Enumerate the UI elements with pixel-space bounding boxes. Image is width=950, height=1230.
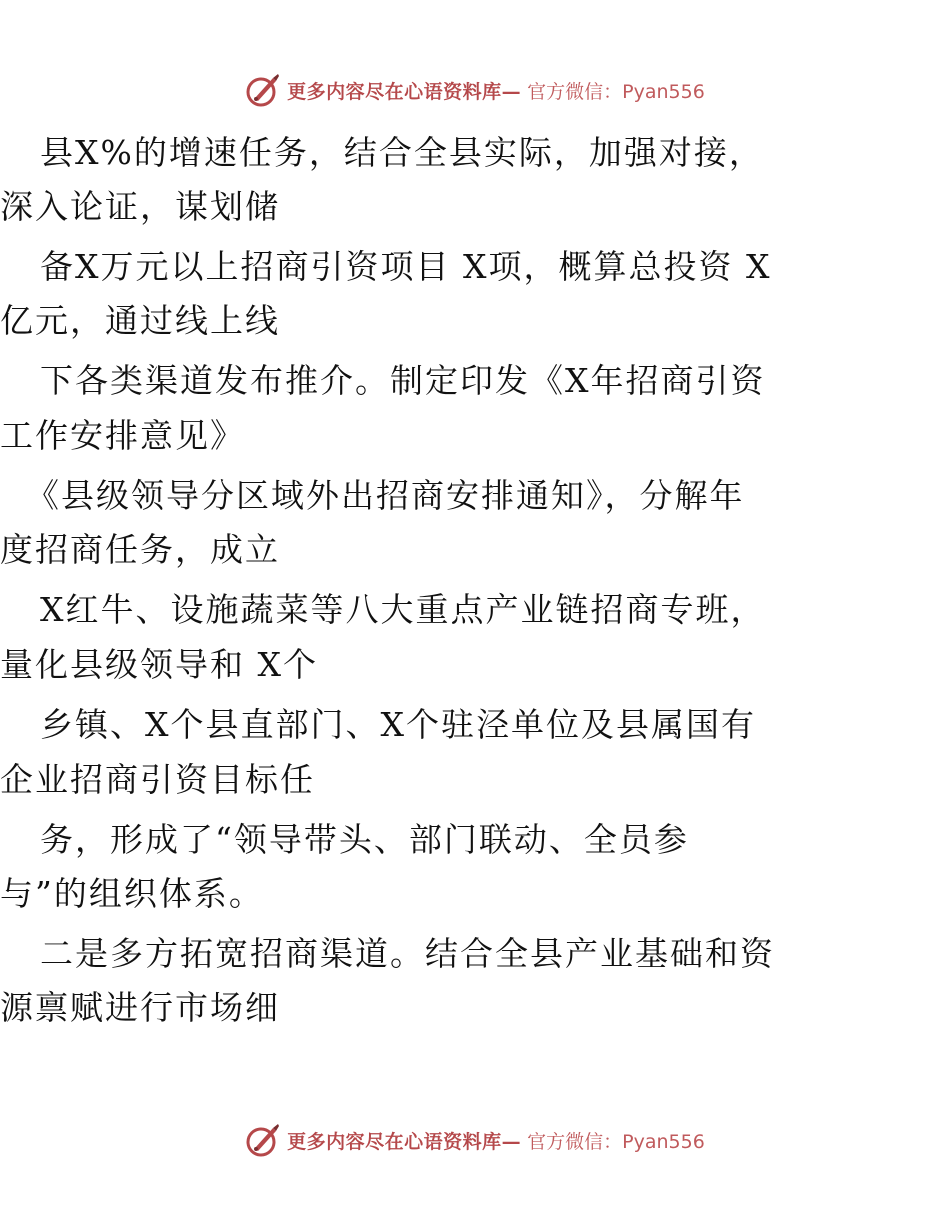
text-line: 备X万元以上招商引资项目 X项，概算总投资 X (40, 247, 772, 286)
watermark-wechat: 官方微信：Pyan556 (527, 80, 705, 103)
footer-watermark (0, 1120, 950, 1160)
text-line: 《县级领导分区域外出招商安排通知》，分解年 (26, 476, 745, 515)
text-line: 工作安排意见》 (0, 416, 245, 455)
text-line: 量化县级领导和 X个 (0, 645, 318, 684)
text-line: 乡镇、X个县直部门、X个驻泾单位及县属国有 (40, 705, 756, 744)
header-watermark (0, 70, 950, 110)
text-line: 与”的组织体系。 (0, 874, 264, 913)
text-line: 务，形成了“领导带头、部门联动、全员参 (40, 820, 689, 859)
text-line: 企业招商引资目标任 (0, 760, 315, 799)
quill-pen-logo-icon (245, 72, 281, 108)
quill-pen-logo-icon (245, 1122, 281, 1158)
text-line: 深入论证，谋划储 (0, 187, 280, 226)
text-line: 亿元，通过线上线 (0, 301, 280, 340)
text-line: X红牛、设施蔬菜等八大重点产业链招商专班， (40, 590, 766, 629)
watermark-text: 更多内容尽在心语资料库— (287, 80, 522, 103)
watermark-wechat: 官方微信：Pyan556 (527, 1130, 705, 1153)
text-line: 二是多方拓宽招商渠道。结合全县产业基础和资 (40, 934, 775, 973)
text-line: 度招商任务，成立 (0, 530, 280, 569)
watermark-text: 更多内容尽在心语资料库— (287, 1130, 522, 1153)
text-line: 下各类渠道发布推介。制定印发《X年招商引资 (40, 361, 766, 400)
text-line: 县X%的增速任务，结合全县实际，加强对接， (40, 133, 764, 172)
text-line: 源禀赋进行市场细 (0, 988, 280, 1027)
